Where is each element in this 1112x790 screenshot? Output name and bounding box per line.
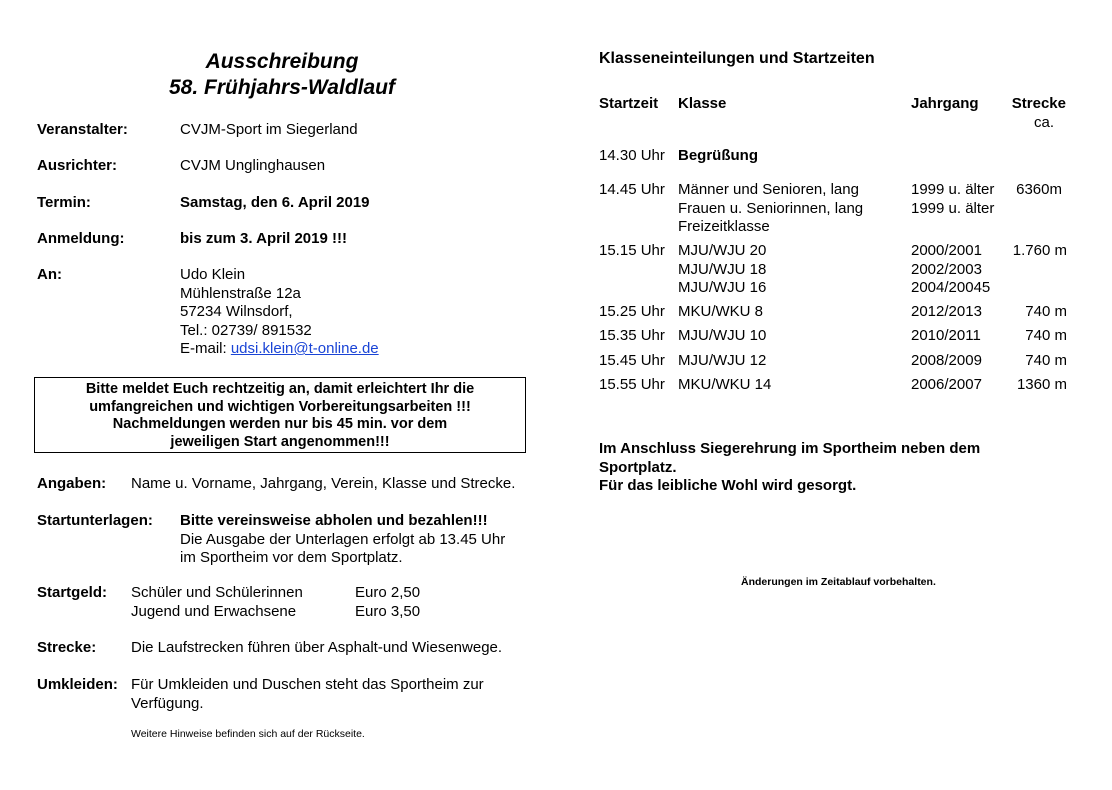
notice-line: Bitte meldet Euch rechtzeitig an, damit erleichtert Ihr die bbox=[85, 381, 475, 397]
address-block bbox=[180, 266, 379, 359]
row-strecke: 740 m bbox=[1025, 352, 1067, 369]
termin-label: Termin: bbox=[37, 194, 91, 211]
startunterlagen-label: Startunterlagen: bbox=[37, 512, 153, 529]
startgeld-who-2: Jugend und Erwachsene bbox=[131, 603, 297, 620]
klasse-line: Frauen u. Seniorinnen, lang bbox=[678, 199, 864, 217]
col-klasse: Klasse bbox=[678, 95, 727, 112]
closing-line: Für das leibliche Wohl wird gesorgt. bbox=[599, 477, 857, 494]
row-jahrgang: 2012/2013 bbox=[911, 303, 982, 320]
termin-value: Samstag, den 6. April 2019 bbox=[180, 194, 370, 211]
row-jahrgang bbox=[911, 242, 990, 298]
row-time: 14.45 Uhr bbox=[599, 181, 665, 198]
umkleiden-label: Umkleiden: bbox=[37, 676, 118, 693]
klasse-line: Freizeitklasse bbox=[678, 218, 770, 235]
klasse-line: MJU/WJU 16 bbox=[678, 279, 767, 296]
row-jahrgang: 2008/2009 bbox=[911, 352, 982, 369]
closing-line: Im Anschluss Siegerehrung im Sportheim neben dem bbox=[599, 440, 981, 457]
row-klasse: MJU/WJU 10 bbox=[678, 327, 767, 344]
klasse-line: MJU/WJU 18 bbox=[678, 260, 767, 278]
email-line bbox=[180, 340, 379, 359]
row-klasse: MKU/WKU 8 bbox=[678, 303, 764, 320]
col-startzeit: Startzeit bbox=[599, 95, 659, 112]
strecke-value: Die Laufstrecken führen über Asphalt-und Wiesenwege. bbox=[131, 639, 503, 656]
startgeld-price-1: Euro 2,50 bbox=[355, 584, 421, 601]
anmeldung-label: Anmeldung: bbox=[37, 230, 125, 247]
schedule-heading: Klasseneinteilungen und Startzeiten bbox=[599, 50, 875, 67]
row-strecke: 1.760 m bbox=[1012, 242, 1067, 259]
closing-block bbox=[599, 440, 980, 496]
startgeld-who-1: Schüler und Schülerinnen bbox=[131, 584, 303, 601]
title-line-1: Ausschreibung bbox=[205, 50, 359, 73]
row-time: 15.55 Uhr bbox=[599, 376, 665, 393]
changes-note: Änderungen im Zeitablauf vorbehalten. bbox=[741, 576, 936, 588]
notice-line: Nachmeldungen werden nur bis 45 min. vor dem bbox=[112, 416, 448, 432]
klasse-line: Männer und Senioren, lang bbox=[678, 181, 859, 198]
row-klasse bbox=[678, 242, 766, 298]
ausrichter-value: CVJM Unglinghausen bbox=[180, 157, 326, 174]
startgeld-price-2: Euro 3,50 bbox=[355, 603, 421, 620]
veranstalter-label: Veranstalter: bbox=[37, 121, 128, 138]
col-jahrgang: Jahrgang bbox=[911, 95, 979, 112]
startunterlagen-bold: Bitte vereinsweise abholen und bezahlen!!! bbox=[180, 512, 488, 529]
row-jahrgang: 2010/2011 bbox=[911, 327, 981, 344]
begruessung-time: 14.30 Uhr bbox=[599, 147, 665, 164]
jahrgang-line: 2004/20045 bbox=[911, 279, 991, 296]
address-line: Udo Klein bbox=[180, 266, 246, 283]
anmeldung-value: bis zum 3. April 2019 !!! bbox=[180, 230, 347, 247]
row-jahrgang bbox=[911, 181, 994, 218]
closing-line: Sportplatz. bbox=[599, 458, 677, 476]
umkleiden-line: Verfügung. bbox=[131, 694, 204, 712]
email-link[interactable]: udsi.klein@t-online.de bbox=[230, 340, 379, 357]
umkleiden-line: Für Umkleiden und Duschen steht das Sportheim zur bbox=[131, 676, 484, 693]
angaben-value: Name u. Vorname, Jahrgang, Verein, Klasse und Strecke. bbox=[131, 475, 516, 492]
startgeld-label: Startgeld: bbox=[37, 584, 108, 601]
begruessung-label: Begrüßung bbox=[678, 147, 758, 164]
ausrichter-label: Ausrichter: bbox=[37, 157, 118, 174]
row-klasse bbox=[678, 181, 863, 237]
notice-line: jeweiligen Start angenommen!!! bbox=[170, 433, 390, 450]
row-time: 15.35 Uhr bbox=[599, 327, 665, 344]
jahrgang-line: 2002/2003 bbox=[911, 260, 982, 278]
notice-line: umfangreichen und wichtigen Vorbereitungsarbeiten !!! bbox=[89, 398, 471, 415]
col-strecke: Strecke bbox=[1011, 95, 1066, 112]
footnote: Weitere Hinweise befinden sich auf der Rückseite. bbox=[131, 728, 365, 740]
email-prefix: E-mail: bbox=[180, 340, 231, 357]
row-klasse: MKU/WKU 14 bbox=[678, 376, 772, 393]
row-time: 15.25 Uhr bbox=[599, 303, 665, 320]
row-time: 15.45 Uhr bbox=[599, 352, 665, 369]
col-strecke-sub: ca. bbox=[1033, 114, 1054, 131]
row-jahrgang: 2006/2007 bbox=[911, 376, 982, 393]
startunterlagen-block bbox=[180, 512, 505, 568]
veranstalter-value: CVJM-Sport im Siegerland bbox=[180, 121, 358, 138]
an-label: An: bbox=[37, 266, 62, 283]
row-strecke: 740 m bbox=[1025, 327, 1067, 344]
notice-box bbox=[34, 377, 526, 453]
row-strecke: 6360m bbox=[1016, 181, 1062, 198]
angaben-label: Angaben: bbox=[37, 475, 107, 492]
jahrgang-line: 2000/2001 bbox=[911, 242, 982, 259]
row-strecke: 740 m bbox=[1025, 303, 1067, 320]
address-line: Mühlenstraße 12a bbox=[180, 284, 301, 302]
address-line: Tel.: 02739/ 891532 bbox=[180, 321, 312, 339]
jahrgang-line: 1999 u. älter bbox=[911, 199, 995, 217]
title-line-2: 58. Frühjahrs-Waldlauf bbox=[169, 76, 395, 99]
umkleiden-block bbox=[131, 676, 484, 713]
address-line: 57234 Wilnsdorf, bbox=[180, 303, 293, 320]
jahrgang-line: 1999 u. älter bbox=[911, 181, 995, 198]
row-strecke: 1360 m bbox=[1016, 376, 1067, 393]
klasse-line: MJU/WJU 20 bbox=[678, 242, 767, 259]
row-klasse: MJU/WJU 12 bbox=[678, 352, 767, 369]
strecke-label: Strecke: bbox=[37, 639, 97, 656]
row-time: 15.15 Uhr bbox=[599, 242, 665, 259]
startunterlagen-line: Die Ausgabe der Unterlagen erfolgt ab 13.45 Uhr bbox=[180, 530, 506, 548]
startunterlagen-line: im Sportheim vor dem Sportplatz. bbox=[180, 549, 403, 566]
